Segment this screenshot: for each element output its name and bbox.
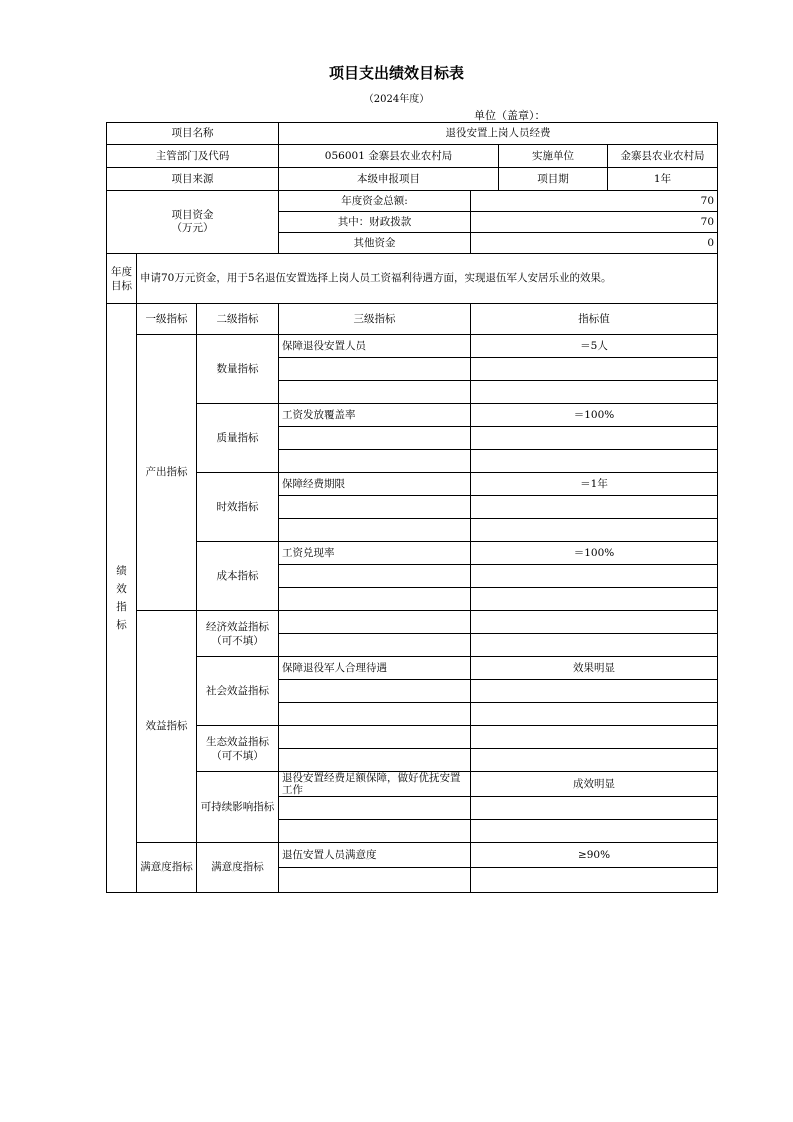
source-value: 本级申报项目 [279,168,499,190]
empty-cell [279,797,471,820]
social-item: 保障退役军人合理待遇 [279,657,471,680]
performance-indicators-label: 绩效指标 [107,304,137,893]
empty-cell [279,358,471,381]
empty-cell [471,427,718,450]
performance-target-table [106,122,718,893]
output-indicator-label: 产出指标 [137,335,197,611]
period-label: 项目期 [499,168,608,190]
empty-cell [471,868,718,893]
empty-cell [471,749,718,772]
funds-fiscal-value: 70 [471,212,718,233]
funds-label-line2: （万元） [171,222,214,234]
ecological-indicator-label: 生态效益指标（可不填） [197,726,279,772]
empty-cell [471,703,718,726]
empty-cell [279,611,471,634]
funds-fiscal-label: 其中：财政拨款 [279,212,471,233]
empty-cell [279,868,471,893]
social-value: 效果明显 [471,657,718,680]
project-name-label: 项目名称 [107,123,279,145]
quality-value: ＝100% [471,404,718,427]
annual-goal-text: 申请70万元资金，用于5名退伍安置选择上岗人员工资福利待遇方面，实现退伍军人安居乐业的效果。 [137,254,718,304]
empty-cell [279,427,471,450]
economic-indicator-label: 经济效益指标（可不填） [197,611,279,657]
col-value: 指标值 [471,304,718,335]
empty-cell [471,611,718,634]
project-name-value: 退役安置上岗人员经费 [279,123,718,145]
satisfaction-level1-label: 满意度指标 [137,843,197,893]
funds-other-label: 其他资金 [279,233,471,254]
impl-value: 金寨县农业农村局 [620,150,705,162]
quantity-indicator-label: 数量指标 [197,335,279,404]
sustainability-item: 退役安置经费足额保障，做好优抚安置工作 [279,772,471,797]
quantity-value: ＝5人 [471,335,718,358]
empty-cell [471,381,718,404]
col-level2: 二级指标 [197,304,279,335]
empty-cell [471,519,718,542]
satisfaction-item: 退伍安置人员满意度 [279,843,471,868]
quality-item: 工资发放覆盖率 [279,404,471,427]
timeliness-indicator-label: 时效指标 [197,473,279,542]
empty-cell [471,588,718,611]
empty-cell [279,381,471,404]
quantity-item: 保障退役安置人员 [279,335,471,358]
benefit-indicator-label: 效益指标 [137,611,197,843]
empty-cell [279,726,471,749]
empty-cell [471,820,718,843]
empty-cell [471,450,718,473]
page-title: 项目支出绩效目标表 [328,64,464,82]
funds-other-value: 0 [471,233,718,254]
empty-cell [471,358,718,381]
empty-cell [471,565,718,588]
empty-cell [279,588,471,611]
empty-cell [279,820,471,843]
satisfaction-level2-label: 满意度指标 [197,843,279,893]
funds-total-label: 年度资金总额: [279,191,471,212]
empty-cell [279,519,471,542]
annual-goal-label: 年度目标 [107,254,137,304]
timeliness-item: 保障经费期限 [279,473,471,496]
cost-item: 工资兑现率 [279,542,471,565]
empty-cell [279,634,471,657]
empty-cell [471,797,718,820]
funds-label [107,191,279,254]
cost-value: ＝100% [471,542,718,565]
col-level1: 一级指标 [137,304,197,335]
empty-cell [471,680,718,703]
funds-label-line1: 项目资金 [171,209,214,221]
empty-cell [279,565,471,588]
empty-cell [279,680,471,703]
sustainability-indicator-label: 可持续影响指标 [197,772,279,843]
source-label: 项目来源 [107,168,279,191]
unit-stamp-label: 单位（盖章）： [474,109,546,122]
quality-indicator-label: 质量指标 [197,404,279,473]
empty-cell [471,634,718,657]
year-label: （2024年度） [363,94,430,105]
satisfaction-value: ≥90% [471,843,718,868]
cost-indicator-label: 成本指标 [197,542,279,611]
impl-label: 实施单位 [499,145,608,167]
period-value: 1年 [653,173,672,185]
col-level3: 三级指标 [279,304,471,335]
sustainability-value: 成效明显 [471,772,718,797]
empty-cell [279,749,471,772]
empty-cell [279,703,471,726]
dept-value: 056001 金寨县农业农村局 [279,145,499,167]
empty-cell [279,496,471,519]
empty-cell [471,496,718,519]
funds-total-value: 70 [471,191,718,212]
dept-label: 主管部门及代码 [107,145,279,168]
timeliness-value: ＝1年 [471,473,718,496]
social-indicator-label: 社会效益指标 [197,657,279,726]
empty-cell [471,726,718,749]
empty-cell [279,450,471,473]
